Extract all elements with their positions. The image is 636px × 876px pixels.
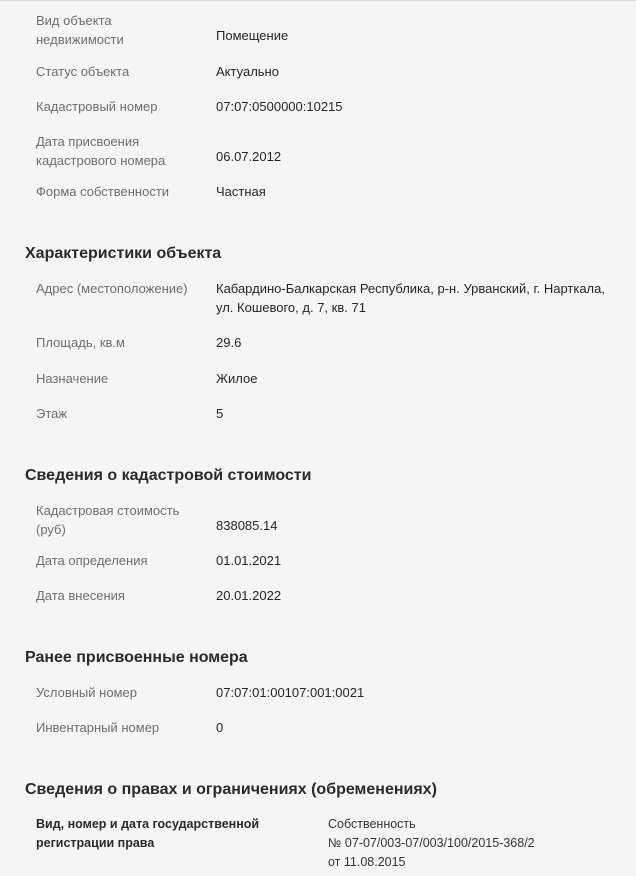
floor-value: 5 [216,406,224,421]
cadastral-number-value: 07:07:0500000:10215 [216,99,343,114]
object-type-label-line2: недвижимости [36,32,124,47]
cost-entered-value: 20.01.2022 [216,588,282,603]
status-value: Актуально [216,64,279,79]
cost-determined-value: 01.01.2021 [216,553,282,568]
rights-registration-value [328,815,628,872]
section-title-characteristics: Характеристики объекта [25,245,222,262]
cadastral-number-label: Кадастровый номер [36,99,158,114]
assign-date-value: 06.07.2012 [216,149,282,164]
rights-value-date: от 11.08.2015 [328,855,406,869]
inventory-number-label: Инвентарный номер [36,720,160,735]
rights-label-line1: Вид, номер и дата государственной [36,817,260,831]
purpose-value: Жилое [216,371,258,386]
address-label: Адрес (местоположение) [36,281,188,296]
rights-label-line2: регистрации права [36,836,155,850]
rights-value-type: Собственность [328,817,416,831]
cost-value-label-line2: (руб) [36,522,66,537]
assign-date-label-line2: кадастрового номера [36,153,166,168]
ownership-label: Форма собственности [36,184,170,199]
rights-registration-label [36,815,296,853]
object-type-label [36,11,206,49]
address-value [216,279,621,317]
address-value-line2: ул. Кошевого, д. 7, кв. 71 [216,300,366,315]
conditional-number-label: Условный номер [36,685,137,700]
cost-value: 838085.14 [216,518,278,533]
floor-label: Этаж [36,406,68,421]
conditional-number-value: 07:07:01:00107:001:0021 [216,685,365,700]
object-type-label-line1: Вид объекта [36,13,112,28]
section-title-rights: Сведения о правах и ограничениях (обременениях) [25,781,437,798]
section-title-cost: Сведения о кадастровой стоимости [25,467,312,484]
address-value-line1: Кабардино-Балкарская Республика, р-н. Урванский, г. Нарткала, [216,281,605,296]
rights-value-number: № 07-07/003-07/003/100/2015-368/2 [328,836,535,850]
area-value: 29.6 [216,335,242,350]
purpose-label: Назначение [36,371,109,386]
cost-value-label [36,501,206,539]
cost-value-label-line1: Кадастровая стоимость [36,503,180,518]
inventory-number-value: 0 [216,720,224,735]
cost-determined-label: Дата определения [36,553,148,568]
status-label: Статус объекта [36,64,130,79]
area-label: Площадь, кв.м [36,335,125,350]
section-title-previous: Ранее присвоенные номера [25,649,248,666]
assign-date-label-line1: Дата присвоения [36,134,140,149]
cost-entered-label: Дата внесения [36,588,125,603]
ownership-value: Частная [216,184,266,199]
object-type-value: Помещение [216,28,289,43]
assign-date-label [36,132,206,170]
